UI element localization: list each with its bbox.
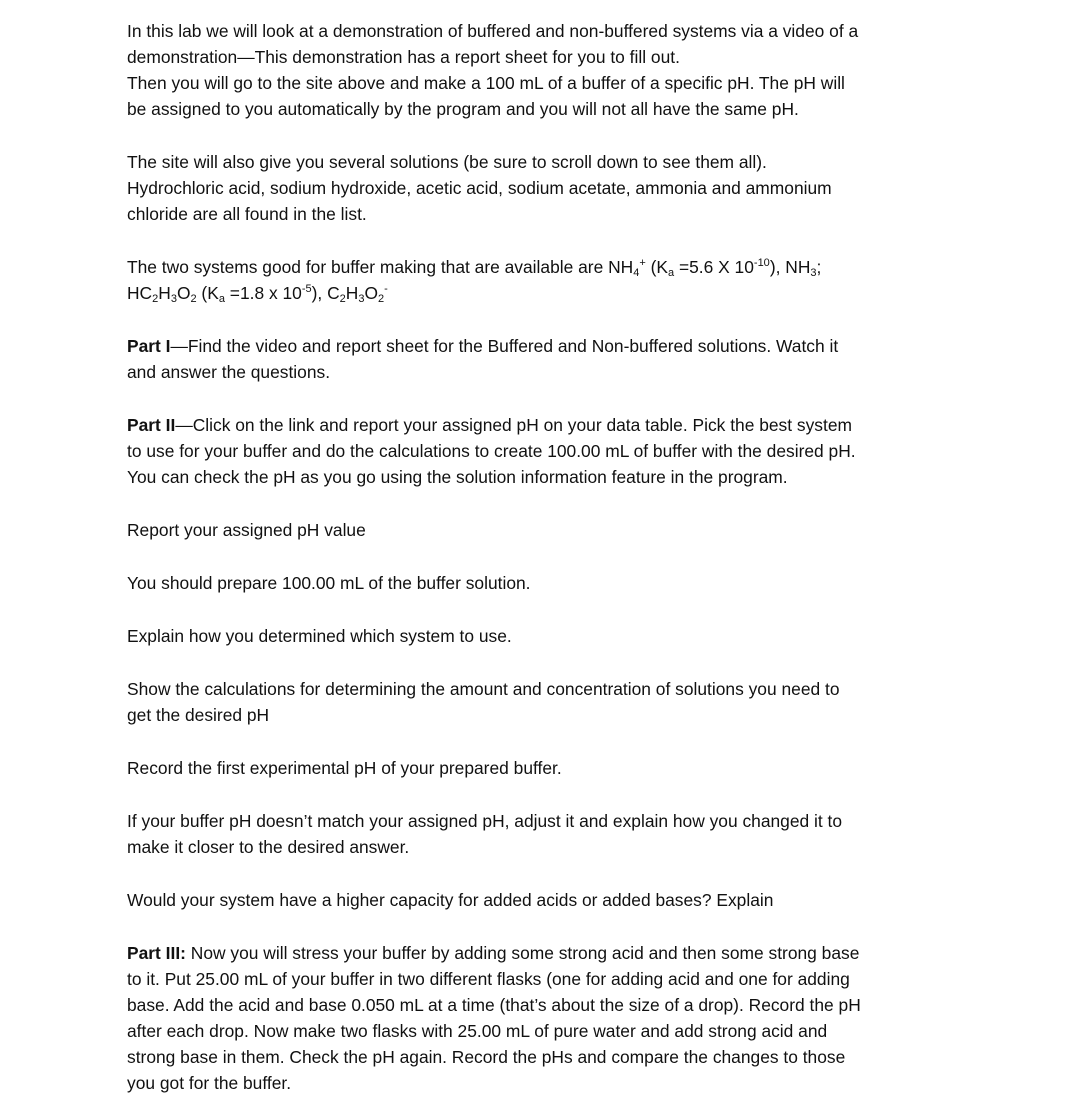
part-3-label: Part III: — [127, 943, 186, 963]
part-2-paragraph — [127, 412, 967, 490]
text-line: to use for your buffer and do the calculations to create 100.00 mL of buffer with the desired pH. — [127, 441, 856, 461]
text-line: Then you will go to the site above and make a 100 mL of a buffer of a specific pH. The pH will — [127, 73, 845, 93]
text-line: You should prepare 100.00 mL of the buffer solution. — [127, 573, 531, 593]
text-line: Part III: Now you will stress your buffer by adding some strong acid and then some strong base — [127, 943, 860, 963]
part-1-paragraph — [127, 333, 967, 385]
question-adjust-ph — [127, 808, 967, 860]
text-line: chloride are all found in the list. — [127, 204, 367, 224]
text-line: after each drop. Now make two flasks with 25.00 mL of pure water and add strong acid and — [127, 1021, 828, 1041]
text-line: In this lab we will look at a demonstration of buffered and non-buffered systems via a video of a — [127, 21, 859, 41]
document-body — [127, 18, 967, 1096]
question-calculations — [127, 676, 967, 728]
text-line: You can check the pH as you go using the solution information feature in the program. — [127, 467, 788, 487]
text-line: be assigned to you automatically by the program and you will not all have the same pH. — [127, 99, 799, 119]
text-line: demonstration—This demonstration has a report sheet for you to fill out. — [127, 47, 680, 67]
part-1-label: Part I — [127, 336, 171, 356]
text-line: base. Add the acid and base 0.050 mL at a time (that’s about the size of a drop). Record the pH — [127, 995, 861, 1015]
text-line: Hydrochloric acid, sodium hydroxide, acetic acid, sodium acetate, ammonia and ammonium — [127, 178, 832, 198]
text-line: get the desired pH — [127, 705, 270, 725]
question-prepare-buffer — [127, 570, 967, 596]
text-line: The two systems good for buffer making that are available are $NH_4^+$ ($K_a =5.6$ X $10^{-10}$), $NH_3$; — [127, 257, 822, 279]
question-assigned-ph — [127, 517, 967, 543]
question-capacity — [127, 887, 967, 913]
text-line: and answer the questions. — [127, 362, 331, 382]
text-line: If your buffer pH doesn’t match your assigned pH, adjust it and explain how you changed it to — [127, 811, 843, 831]
text-line: Report your assigned pH value — [127, 520, 366, 540]
solutions-paragraph — [127, 149, 967, 227]
intro-paragraph — [127, 18, 967, 122]
text-line: to it. Put 25.00 mL of your buffer in two different flasks (one for adding acid and one for adding — [127, 969, 850, 989]
text-line: Part II—Click on the link and report your assigned pH on your data table. Pick the best system — [127, 415, 852, 435]
text-line: make it closer to the desired answer. — [127, 837, 410, 857]
text-line: Record the first experimental pH of your prepared buffer. — [127, 758, 562, 778]
question-system-choice — [127, 623, 967, 649]
text-line: Would your system have a higher capacity for added acids or added bases? Explain — [127, 890, 774, 910]
text-line: Show the calculations for determining the amount and concentration of solutions you need to — [127, 679, 840, 699]
text-line: strong base in them. Check the pH again. Record the pHs and compare the changes to those — [127, 1047, 846, 1067]
text-line: Explain how you determined which system to use. — [127, 626, 512, 646]
part-2-label: Part II — [127, 415, 176, 435]
buffer-systems-paragraph — [127, 254, 967, 306]
text-line: $HC_2H_3O_2$ ($K_a =1.8$ x $10^{-5}$), $C_2H_3O_2^-$ — [127, 283, 388, 305]
text-line: you got for the buffer. — [127, 1073, 292, 1093]
text-line: Part I—Find the video and report sheet for the Buffered and Non-buffered solutions. Watch it — [127, 336, 839, 356]
text-line: The site will also give you several solutions (be sure to scroll down to see them all). — [127, 152, 767, 172]
part-3-paragraph — [127, 940, 967, 1096]
question-first-ph — [127, 755, 967, 781]
